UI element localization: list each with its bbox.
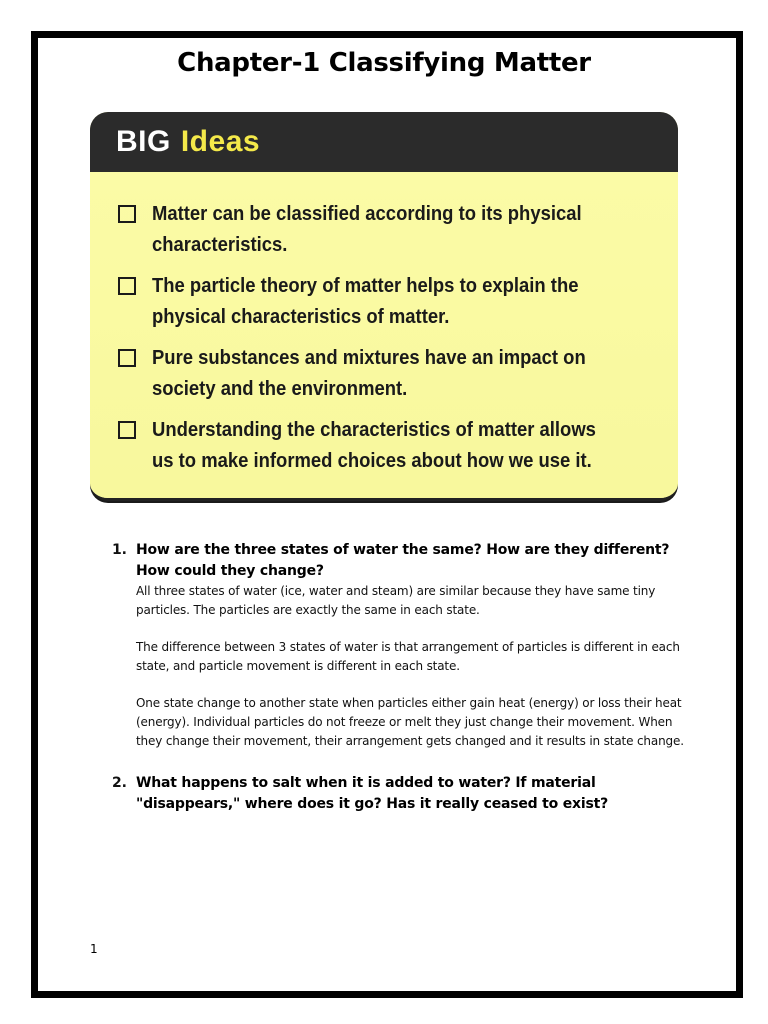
big-ideas-heading-ideas: Ideas [180, 125, 261, 158]
big-idea-text: Pure substances and mixtures have an impact on society and the environment. [152, 346, 586, 400]
big-ideas-heading-big: BIG [116, 125, 171, 158]
question-text: How are the three states of water the same? How are they different? How could they change? [136, 542, 670, 579]
question-item [100, 540, 685, 769]
answer-paragraph: One state change to another state when particles either gain heat (energy) or loss their heat (energy). Individual particles do not freeze or melt they just change their movement. When they change their movement, their arrangement gets changed and it results in state change. [136, 696, 684, 748]
big-ideas-box [90, 112, 678, 501]
question-list [100, 540, 685, 815]
big-idea-item [118, 342, 648, 404]
checkbox-icon [118, 205, 136, 223]
question-item [100, 773, 685, 815]
answer-paragraph: The difference between 3 states of water is that arrangement of particles is different in each state, and particle movement is different in each state. [136, 640, 680, 673]
big-idea-text: Matter can be classified according to its physical characteristics. [152, 202, 582, 256]
big-idea-item [118, 270, 648, 332]
question-text: What happens to salt when it is added to water? If material "disappears," where does it go? Has it really ceased to exist? [136, 775, 609, 812]
checkbox-icon [118, 277, 136, 295]
big-idea-item [118, 414, 648, 476]
checkbox-icon [118, 349, 136, 367]
question-number-text: 1. [111, 542, 127, 558]
page-number: 1 [90, 942, 98, 956]
big-idea-text: The particle theory of matter helps to explain the physical characteristics of matter. [152, 274, 579, 328]
answer-paragraph: All three states of water (ice, water and steam) are similar because they have same tiny particles. The particles are exactly the same in each state. [136, 584, 656, 617]
question-content [136, 540, 685, 769]
big-idea-text: Understanding the characteristics of matter allows us to make informed choices about how we use it. [152, 418, 596, 472]
big-idea-item [118, 198, 648, 260]
checkbox-icon [118, 421, 136, 439]
page-title: Chapter-1 Classifying Matter [177, 48, 591, 78]
big-ideas-list [90, 172, 678, 501]
question-number [100, 540, 136, 561]
question-content [136, 773, 685, 815]
question-number [100, 773, 136, 794]
big-ideas-header [90, 112, 678, 172]
question-number-text: 2. [111, 775, 127, 791]
